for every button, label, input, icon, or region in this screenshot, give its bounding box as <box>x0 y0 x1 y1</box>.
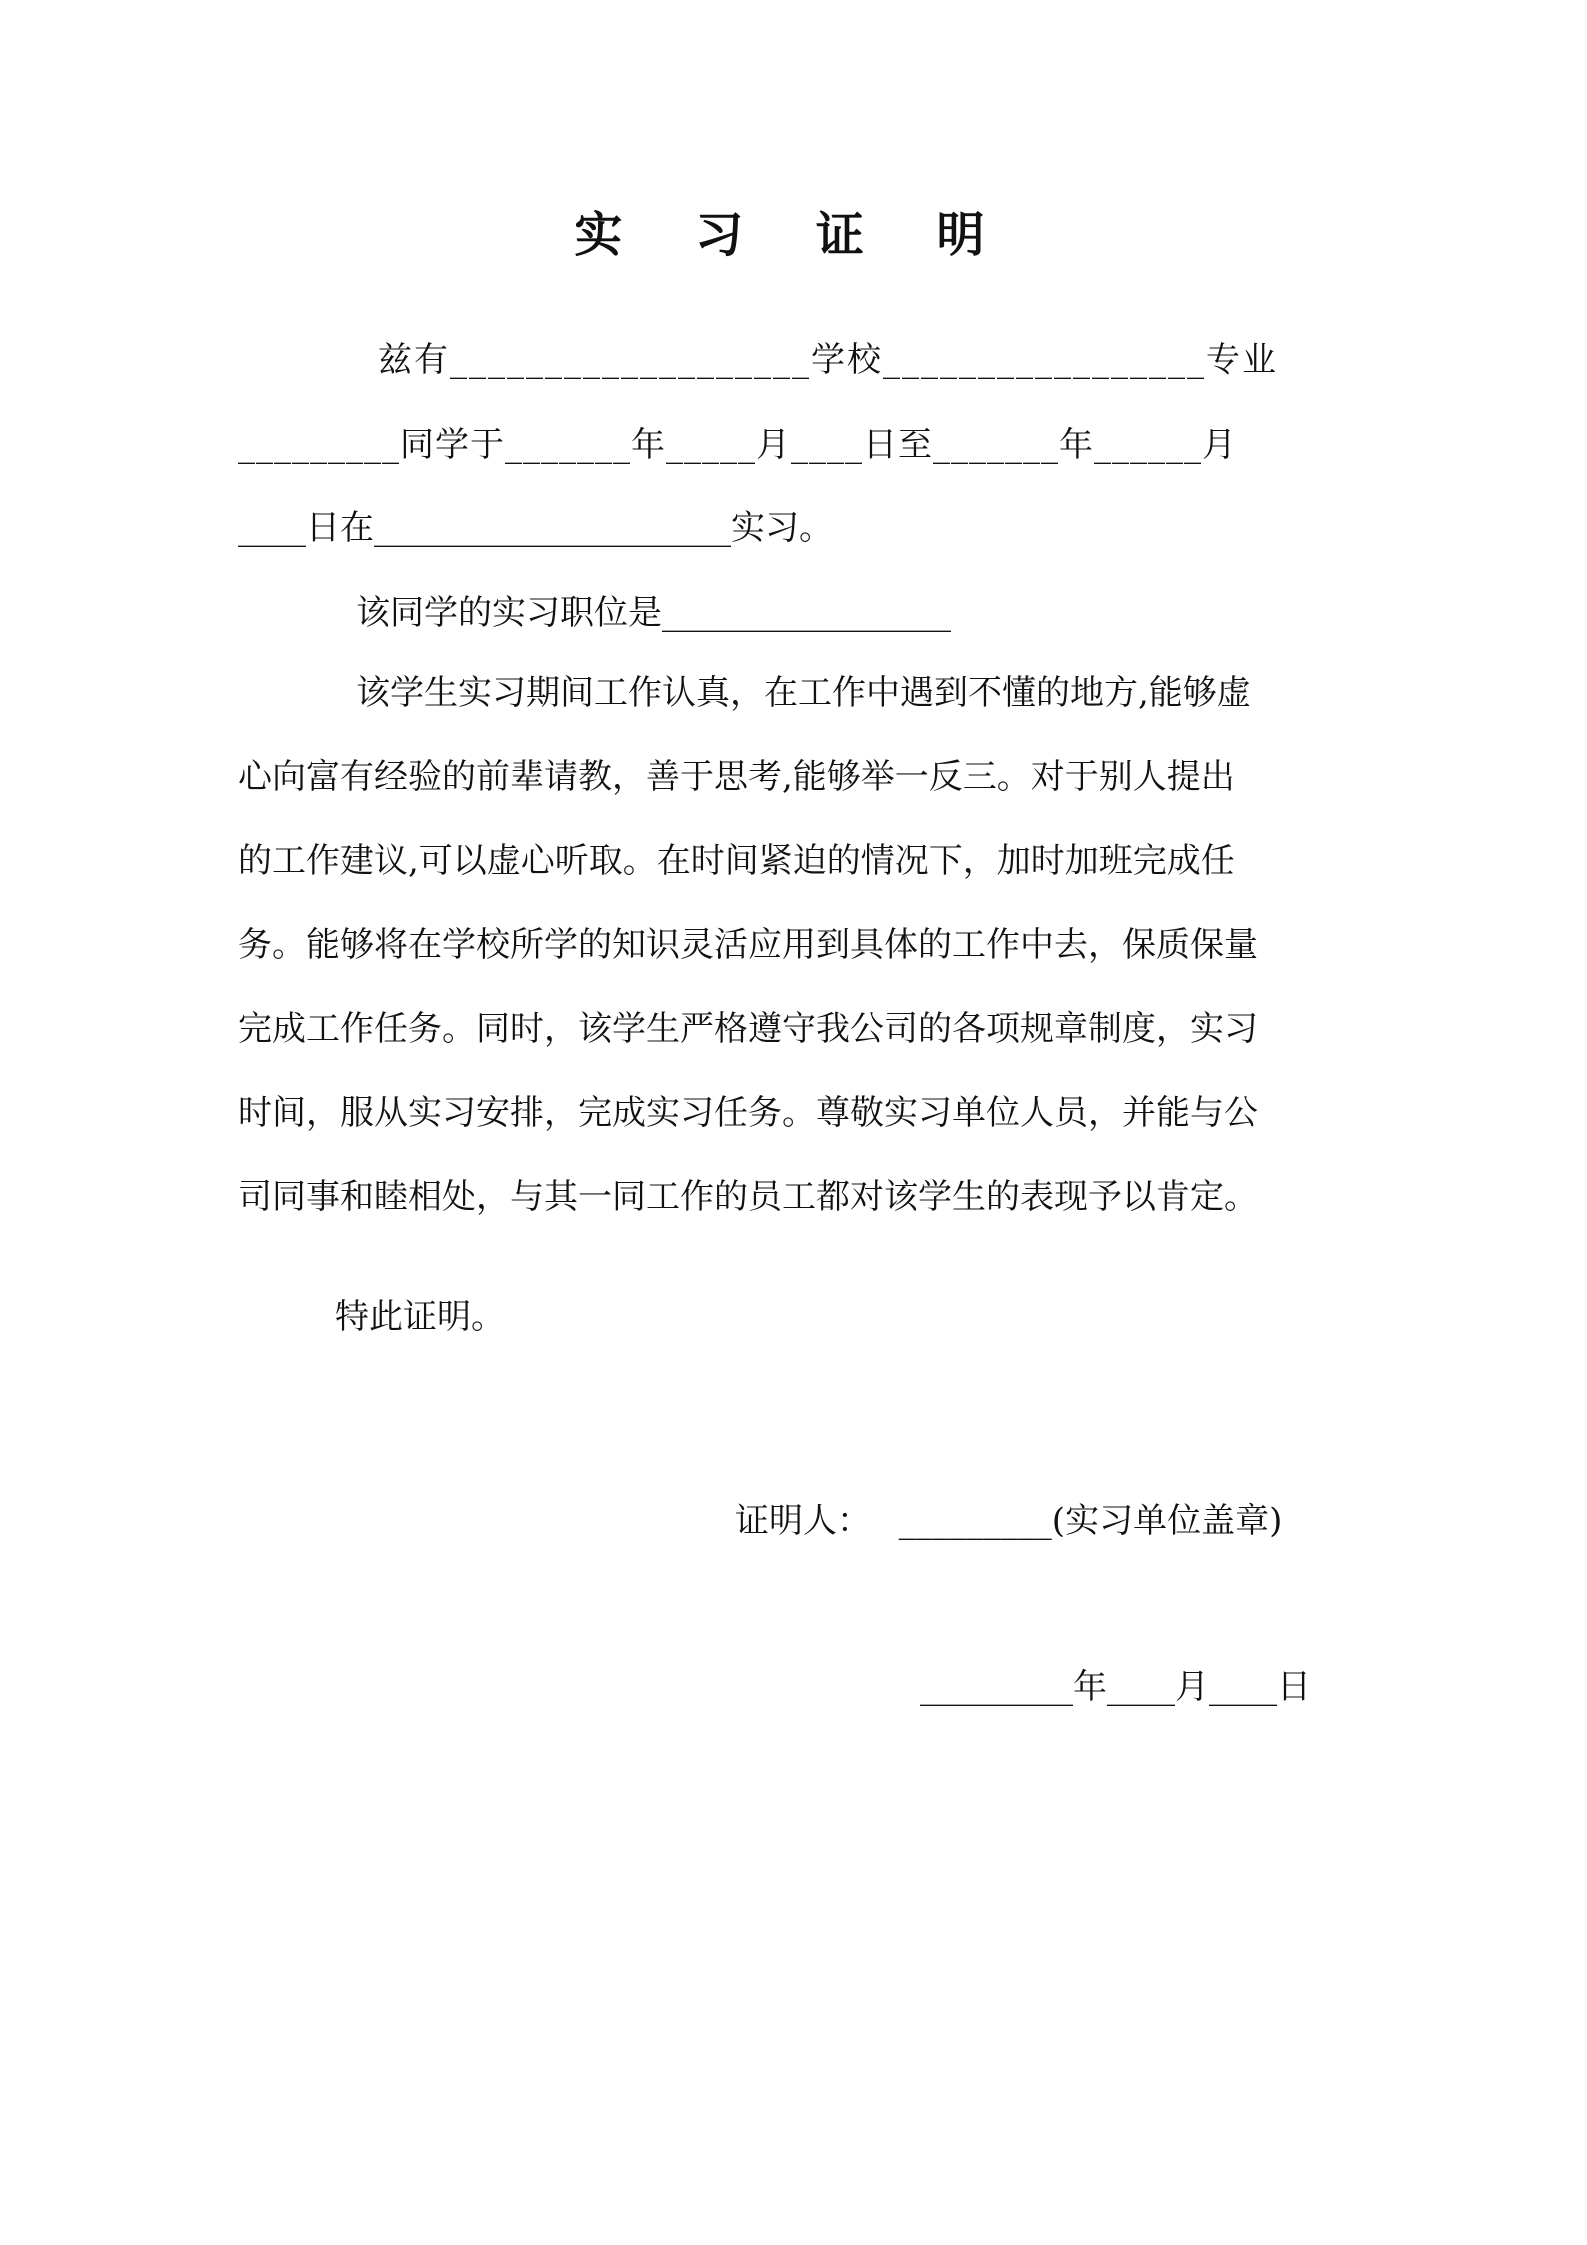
body-line: 时间，服从实习安排，完成实习任务。尊敬实习单位人员，并能与公 <box>238 1093 1258 1133</box>
signature-line: 证明人： _________(实习单位盖章) <box>735 1501 1283 1541</box>
body-line: 司同事和睦相处，与其一同工作的员工都对该学生的表现予以肯定。 <box>238 1177 1258 1217</box>
body-line: 心向富有经验的前辈请教，善于思考,能够举一反三。对于别人提出 <box>238 757 1235 797</box>
body-line: 的工作建议,可以虚心听取。在时间紧迫的情况下，加时加班完成任 <box>238 841 1235 881</box>
intro-line-2: _________同学于_______年_____月____日至_______年______月 <box>238 425 1237 465</box>
intro-line-3: ____日在_____________________实习。 <box>238 508 833 548</box>
intro-line-1: 兹有___________________学校_________________专业 <box>378 340 1278 380</box>
position-line: 该同学的实习职位是_________________ <box>356 593 951 633</box>
body-line: 该学生实习期间工作认真，在工作中遇到不懂的地方,能够虚 <box>356 673 1251 713</box>
date-line: _________年____月____日 <box>920 1667 1311 1707</box>
document-title: 实 习 证 明 <box>574 207 1013 263</box>
closing-text: 特此证明。 <box>335 1297 505 1337</box>
body-line: 务。能够将在学校所学的知识灵活应用到具体的工作中去，保质保量 <box>238 925 1258 965</box>
body-line: 完成工作任务。同时，该学生严格遵守我公司的各项规章制度，实习 <box>238 1009 1258 1049</box>
